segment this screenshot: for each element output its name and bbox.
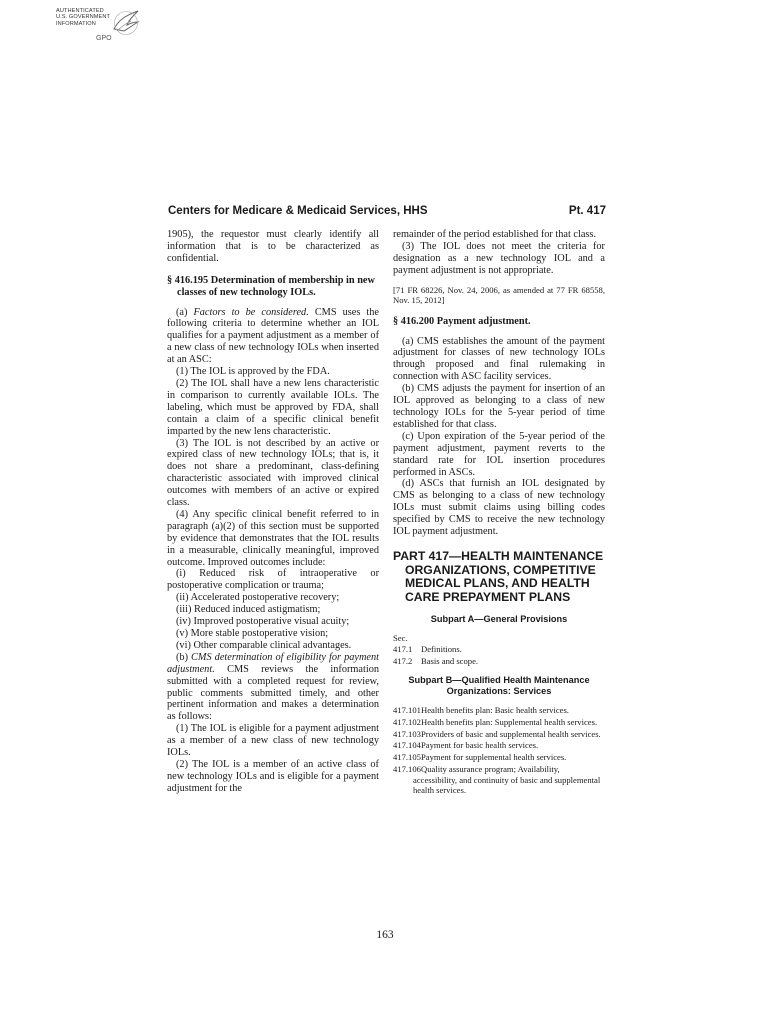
paragraph-a4-i: (i) Reduced risk of intraoperative or postoperative complication or trauma; — [167, 568, 379, 592]
toc-entry — [393, 729, 605, 740]
paragraph-label: (a) — [176, 306, 194, 318]
paragraph-label: (b) — [176, 651, 192, 663]
toc-number: 417.106 — [393, 763, 421, 774]
paragraph-a: (a) CMS establishes the amount of the payment adjustment for classes of new technology IOLs through proposed and final rulemaking in connection with ASC facility services. — [393, 335, 605, 383]
toc-entry — [393, 644, 605, 655]
sec-label: Sec. — [393, 633, 408, 644]
eagle-icon — [111, 9, 141, 37]
paragraph-a — [167, 307, 379, 367]
gpo-line-2: U.S. GOVERNMENT — [56, 14, 111, 21]
toc-text: Payment for basic health services. — [421, 740, 539, 751]
subpart-b-heading: Subpart B—Qualified Health Maintenance Organizations: Services — [408, 674, 590, 696]
toc-entry — [393, 656, 605, 667]
toc-text: Health benefits plan: Basic health services. — [421, 704, 569, 715]
toc-number: 417.102 — [393, 716, 421, 727]
gpo-authentication-text — [56, 8, 110, 27]
running-header — [168, 205, 606, 221]
gpo-authentication-logo — [56, 8, 146, 50]
toc-number: 417.105 — [393, 752, 421, 763]
agency-heading: Centers for Medicare & Medicaid Services, HHS — [168, 205, 428, 217]
left-column — [167, 229, 379, 795]
paragraph-text: CMS reviews the information submitted with a completed request for review, public comments submitted timely, and other pertinent information and makes a determination as follows: — [167, 663, 379, 723]
paragraph-a4-iv: (iv) Improved postoperative visual acuity; — [176, 616, 350, 628]
paragraph-italic-heading: Factors to be considered. — [193, 306, 309, 318]
paragraph-a4-v: (v) More stable postoperative vision; — [176, 628, 329, 639]
paragraph-a1: (1) The IOL is approved by the FDA. — [176, 366, 330, 378]
paragraph-italic-heading: CMS determination of eligibility for payment adjustment. — [167, 651, 379, 675]
toc-number: 417.103 — [393, 728, 421, 739]
paragraph: remainder of the period established for that class. — [393, 229, 597, 240]
paragraph-c: (c) Upon expiration of the 5-year period of the payment adjustment, payment reverts to the standard rate for IOL insertion procedures performed in ASCs. — [393, 430, 605, 478]
paragraph-a4-iii: (iii) Reduced induced astigmatism; — [176, 604, 321, 616]
section-heading-416-200: § 416.200 Payment adjustment. — [393, 315, 531, 327]
toc-number: 417.101 — [393, 704, 421, 715]
paragraph-a2: (2) The IOL shall have a new lens characteristic in comparison to currently available IOLs. The labeling, which must be approved by FDA, shall contain a claim of a specific clinical benefit imparted by the new lens characteristic. — [167, 377, 379, 437]
paragraph-b1: (1) The IOL is eligible for a payment adjustment as a member of a new class of new technology IOLs. — [167, 723, 379, 759]
section-heading-416-195: § 416.195 Determination of membership in new classes of new technology IOLs. — [167, 274, 375, 298]
part-title: PART 417—HEALTH MAINTENANCE ORGANIZATIONS, COMPETITIVE MEDICAL PLANS, AND HEALTH CARE PREPAYMENT PLANS — [393, 548, 604, 604]
toc-text: Health benefits plan: Supplemental health services. — [421, 716, 598, 727]
toc-text: Payment for supplemental health services. — [421, 752, 567, 763]
toc-text: Definitions. — [421, 644, 462, 655]
paragraph-text: CMS uses the following criteria to determine whether an IOL qualifies for a payment adjustment as a member of a new class of new technology IOLs when inserted at an ASC: — [167, 306, 379, 366]
toc-text: Providers of basic and supplemental health services. — [421, 728, 601, 739]
toc-entry — [393, 740, 605, 751]
gpo-line-1: AUTHENTICATED — [56, 8, 104, 14]
toc-number: 417.104 — [393, 740, 421, 751]
toc-number: 417.2 — [393, 656, 413, 667]
part-heading: Pt. 417 — [568, 205, 606, 217]
paragraph: 1905), the requestor must clearly identify all information that is to be characterized as confidential. — [167, 229, 379, 264]
toc-text: Basis and scope. — [421, 656, 479, 667]
toc-entry — [393, 752, 605, 763]
page-number: 163 — [376, 929, 394, 941]
paragraph-a4-ii: (ii) Accelerated postoperative recovery; — [176, 592, 340, 604]
toc-entry — [393, 717, 605, 728]
paragraph-a4-vi: (vi) Other comparable clinical advantages. — [176, 639, 352, 651]
paragraph-b2: (2) The IOL is a member of an active class of new technology IOLs and is eligible for a payment adjustment for the — [167, 758, 379, 794]
toc-number: 417.1 — [393, 644, 413, 655]
paragraph-d: (d) ASCs that furnish an IOL designated by CMS as belonging to a class of new technology IOLs must submit claims using billing codes specified by CMS to receive the new technology IOL payment adjustment. — [393, 478, 605, 538]
paragraph-a4: (4) Any specific clinical benefit referred to in paragraph (a)(2) of this section must be supported by evidence that demonstrates that the IOL results in a measurable, clinically meaningful, improved outcome. Improved outcomes include: — [167, 508, 379, 568]
gpo-line-3: INFORMATION — [56, 20, 96, 27]
paragraph-b — [167, 652, 379, 723]
paragraph-a3: (3) The IOL is not described by an active or expired class of new technology IOLs; that is, it does not share a predominant, class-defining characteristic associated with improved clinical outcomes with members of an active or expired class. — [167, 437, 379, 509]
paragraph-b: (b) CMS adjusts the payment for insertion of an IOL approved as belonging to a class of new technology IOLs for the 5-year period of time established for that class. — [393, 383, 605, 430]
toc-entry — [393, 764, 605, 796]
citation: [71 FR 68226, Nov. 24, 2006, as amended at 77 FR 68558, Nov. 15, 2012] — [393, 284, 605, 306]
toc-entry — [393, 705, 605, 716]
gpo-wordmark: GPO — [96, 35, 112, 42]
subpart-a-heading: Subpart A—General Provisions — [430, 614, 568, 625]
toc-text: Quality assurance program; Availability, accessibility, and continuity of basic and supplemental health services. — [413, 763, 601, 796]
right-column — [393, 229, 605, 797]
paragraph-b3: (3) The IOL does not meet the criteria for designation as a new technology IOL and a payment adjustment is not appropriate. — [393, 240, 605, 276]
